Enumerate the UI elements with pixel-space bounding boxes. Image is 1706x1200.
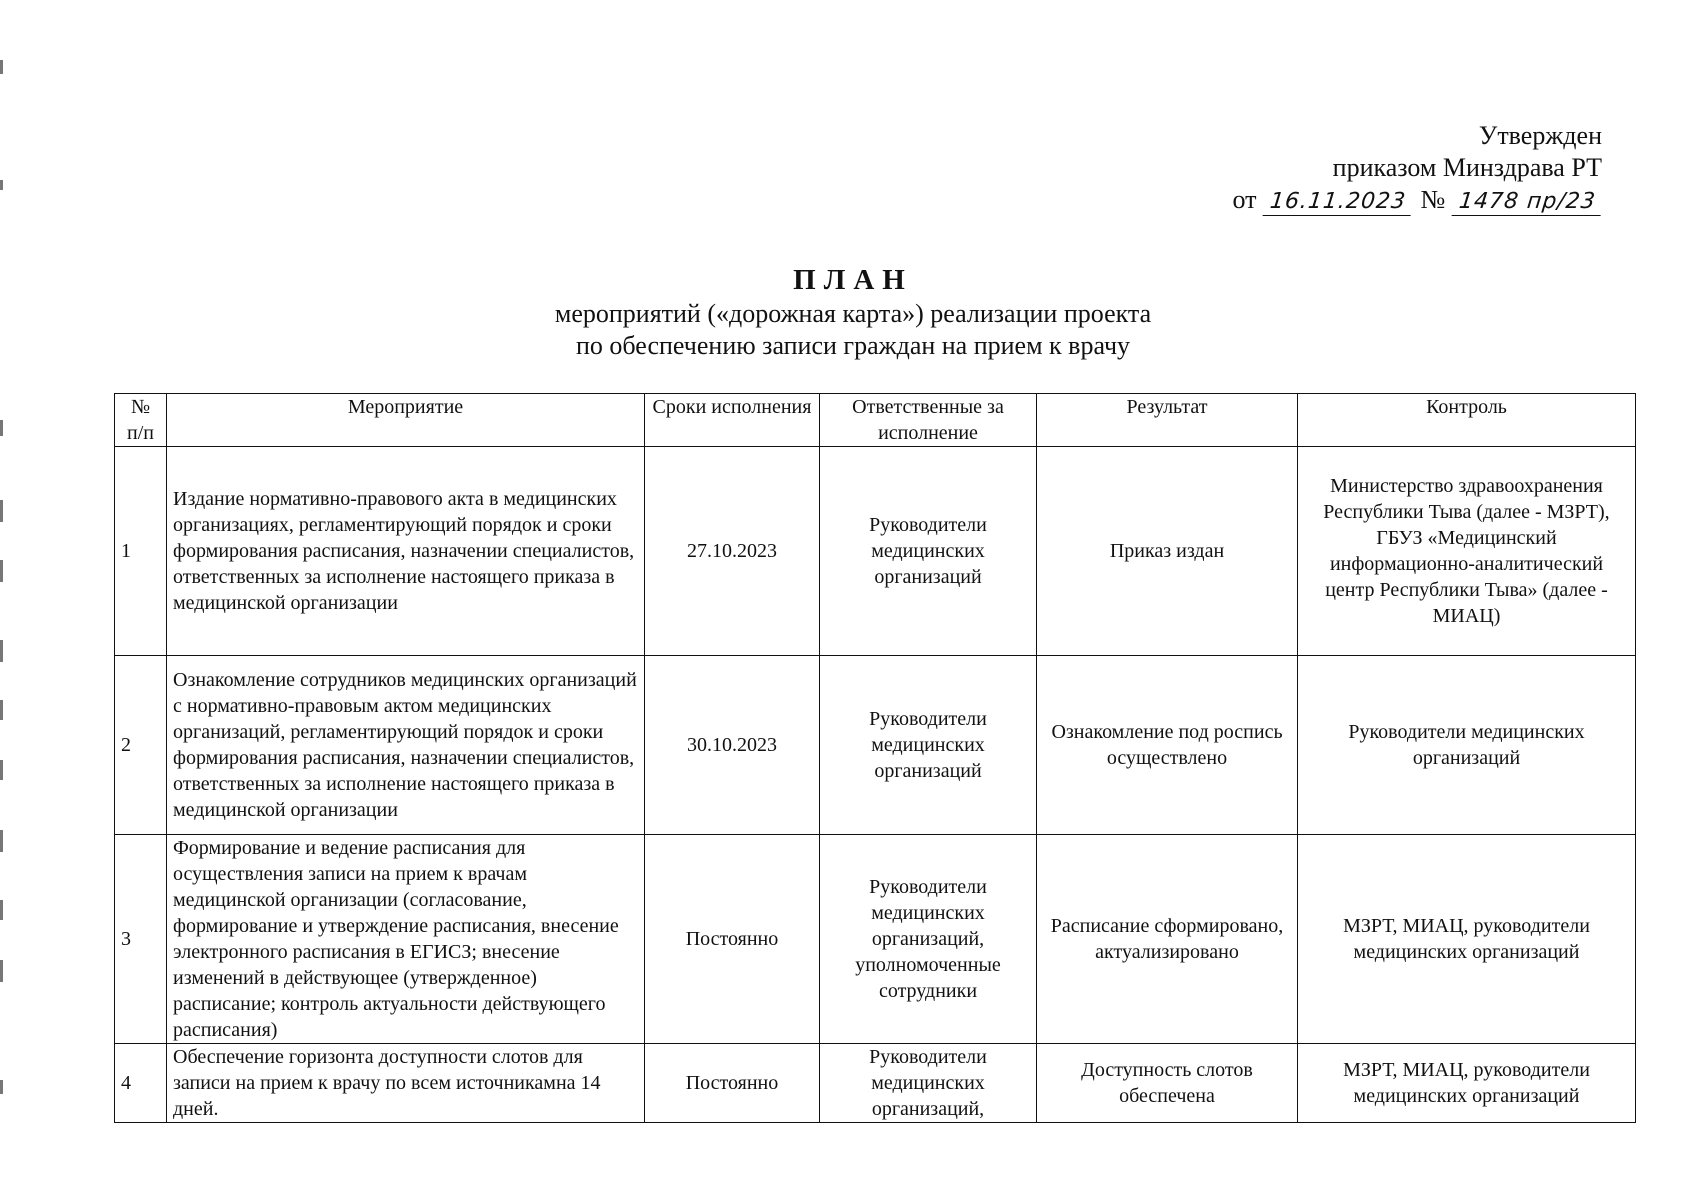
approval-line-2: приказом Минздрава РТ xyxy=(1332,153,1602,182)
row-control: Министерство здравоохранения Республики Тыва (далее - МЗРТ), ГБУЗ «Медицинский информационно-аналитический центр Республики Тыва» (далее - МИАЦ) xyxy=(1298,447,1636,656)
row-event: Ознакомление сотрудников медицинских организаций с нормативно-правовым актом медицинских организаций, регламентирующий порядок и сроки формирования расписания, назначении специалистов, ответственных за исполнение настоящего приказа в медицинской организации xyxy=(167,656,645,835)
row-num: 2 xyxy=(115,656,167,835)
date-prefix: от xyxy=(1232,185,1257,214)
scan-margin-marks xyxy=(0,0,3,1200)
row-event: Формирование и ведение расписания для осуществления записи на прием к врачам медицинской организации (согласование, формирование и утверждение расписания, внесение электронного расписания в ЕГИСЗ; внесение изменений в действующее (утвержденное) расписание; контроль актуальности действующего расписания) xyxy=(167,835,645,1044)
row-deadline: 30.10.2023 xyxy=(645,656,820,835)
row-control: МЗРТ, МИАЦ, руководители медицинских организаций xyxy=(1298,835,1636,1044)
table-row xyxy=(115,1044,1636,1123)
row-result: Доступность слотов обеспечена xyxy=(1037,1044,1298,1123)
roadmap-table xyxy=(114,393,1636,1123)
approval-stamp xyxy=(1232,120,1602,216)
row-responsible: Руководители медицинских организаций xyxy=(820,656,1037,835)
header-result: Результат xyxy=(1037,394,1298,447)
header-event: Мероприятие xyxy=(167,394,645,447)
row-num: 4 xyxy=(115,1044,167,1123)
row-responsible: Руководители медицинских организаций, уполномоченные сотрудники xyxy=(820,835,1037,1044)
row-result: Ознакомление под роспись осуществлено xyxy=(1037,656,1298,835)
header-deadline: Сроки исполнения xyxy=(645,394,820,447)
table-row xyxy=(115,835,1636,1044)
header-control: Контроль xyxy=(1298,394,1636,447)
table-row xyxy=(115,447,1636,656)
handwritten-order-number: 1478 пр/23 xyxy=(1452,189,1604,216)
handwritten-date: 16.11.2023 xyxy=(1263,189,1414,216)
table-header-row xyxy=(115,394,1636,447)
approval-date-line xyxy=(1232,184,1602,216)
row-control: Руководители медицинских организаций xyxy=(1298,656,1636,835)
row-result: Расписание сформировано, актуализировано xyxy=(1037,835,1298,1044)
plan-heading: ПЛАН xyxy=(793,264,913,296)
header-num: № п/п xyxy=(115,394,167,447)
row-control: МЗРТ, МИАЦ, руководители медицинских организаций xyxy=(1298,1044,1636,1123)
row-responsible: Руководители медицинских организаций xyxy=(820,447,1037,656)
row-responsible: Руководители медицинских организаций, xyxy=(820,1044,1037,1123)
row-event: Издание нормативно-правового акта в медицинских организациях, регламентирующий порядок и сроки формирования расписания, назначении специалистов, ответственных за исполнение настоящего приказа в медицинской организации xyxy=(167,447,645,656)
number-prefix: № xyxy=(1420,185,1446,214)
row-result: Приказ издан xyxy=(1037,447,1298,656)
row-deadline: Постоянно xyxy=(645,835,820,1044)
row-deadline: Постоянно xyxy=(645,1044,820,1123)
document-title xyxy=(0,262,1706,362)
table-row xyxy=(115,656,1636,835)
plan-subtitle-line-1: мероприятий («дорожная карта») реализации проекта xyxy=(554,299,1152,328)
row-deadline: 27.10.2023 xyxy=(645,447,820,656)
row-event: Обеспечение горизонта доступности слотов для записи на прием к врачу по всем источникамна 14 дней. xyxy=(167,1044,645,1123)
approval-line-1: Утвержден xyxy=(1478,121,1602,150)
row-num: 3 xyxy=(115,835,167,1044)
plan-subtitle-line-2: по обеспечению записи граждан на прием к врачу xyxy=(575,331,1131,360)
row-num: 1 xyxy=(115,447,167,656)
header-responsible: Ответственные за исполнение xyxy=(820,394,1037,447)
